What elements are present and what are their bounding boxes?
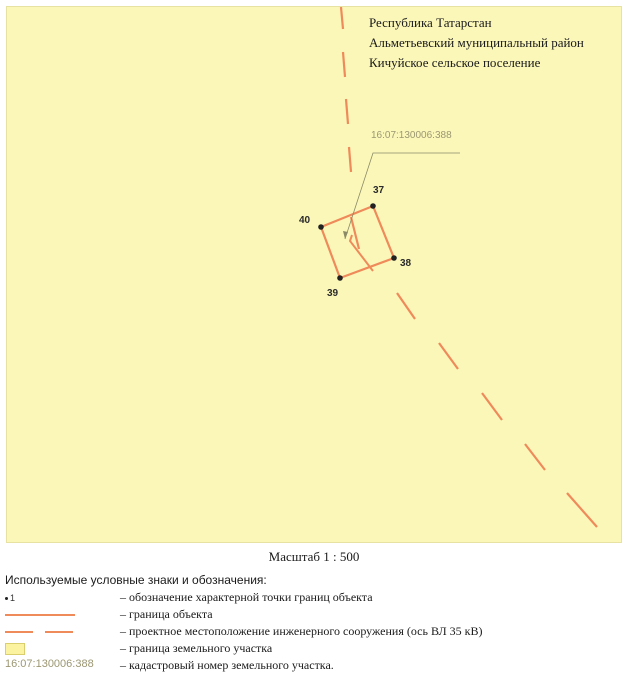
legend-symbol-point xyxy=(5,589,80,606)
region-district: Альметьевский муниципальный район xyxy=(369,35,584,50)
map-canvas xyxy=(6,6,622,543)
region-info xyxy=(369,13,619,73)
region-settlement: Кичуйское сельское поселение xyxy=(369,55,541,70)
legend-symbol-line xyxy=(5,606,80,623)
point-marker-label: 1 xyxy=(10,593,16,603)
point-label-37: 37 xyxy=(373,185,385,196)
object-inner-line xyxy=(350,235,373,271)
point-39 xyxy=(337,275,343,281)
point-37 xyxy=(370,203,376,209)
power-line-axis xyxy=(341,7,597,527)
cadastral-label: 16:07:130006:388 xyxy=(371,130,452,141)
parcel-swatch-icon xyxy=(5,643,25,655)
legend-item-power-line xyxy=(5,623,620,640)
cadastral-sample: 16:07:130006:388 xyxy=(5,658,94,670)
leader-arrow xyxy=(343,231,348,239)
legend-item-cadastral xyxy=(5,657,620,674)
solid-line-icon xyxy=(5,614,75,616)
legend-text-object-border: – граница объекта xyxy=(120,607,213,621)
legend-text-point: – обозначение характерной точки границ объекта xyxy=(120,590,373,604)
map-drawing xyxy=(7,7,621,542)
point-40 xyxy=(318,224,324,230)
legend-item-parcel xyxy=(5,640,620,657)
region-republic: Республика Татарстан xyxy=(369,15,492,30)
map-scale: Масштаб 1 : 500 xyxy=(268,549,360,564)
legend-text-parcel: – граница земельного участка xyxy=(120,641,273,655)
legend-title: Используемые условные знаки и обозначения: xyxy=(5,573,267,587)
legend-symbol-cadastral xyxy=(5,657,94,674)
cadastral-leader xyxy=(345,153,460,239)
legend-text-power-line: – проектное местоположение инженерного сооружения (ось ВЛ 35 кВ) xyxy=(120,624,483,638)
point-marker-icon xyxy=(5,597,8,600)
point-label-39: 39 xyxy=(327,288,339,299)
point-label-40: 40 xyxy=(299,215,311,226)
dashed-line-icon xyxy=(5,631,75,633)
point-38 xyxy=(391,255,397,261)
legend-symbol-parcel xyxy=(5,640,80,657)
legend-item-point xyxy=(5,589,620,606)
legend-text-cadastral: – кадастровый номер земельного участка. xyxy=(120,658,334,672)
legend-symbol-dashed xyxy=(5,623,80,640)
point-label-38: 38 xyxy=(400,258,412,269)
legend-item-object-border xyxy=(5,606,620,623)
legend xyxy=(5,589,620,674)
